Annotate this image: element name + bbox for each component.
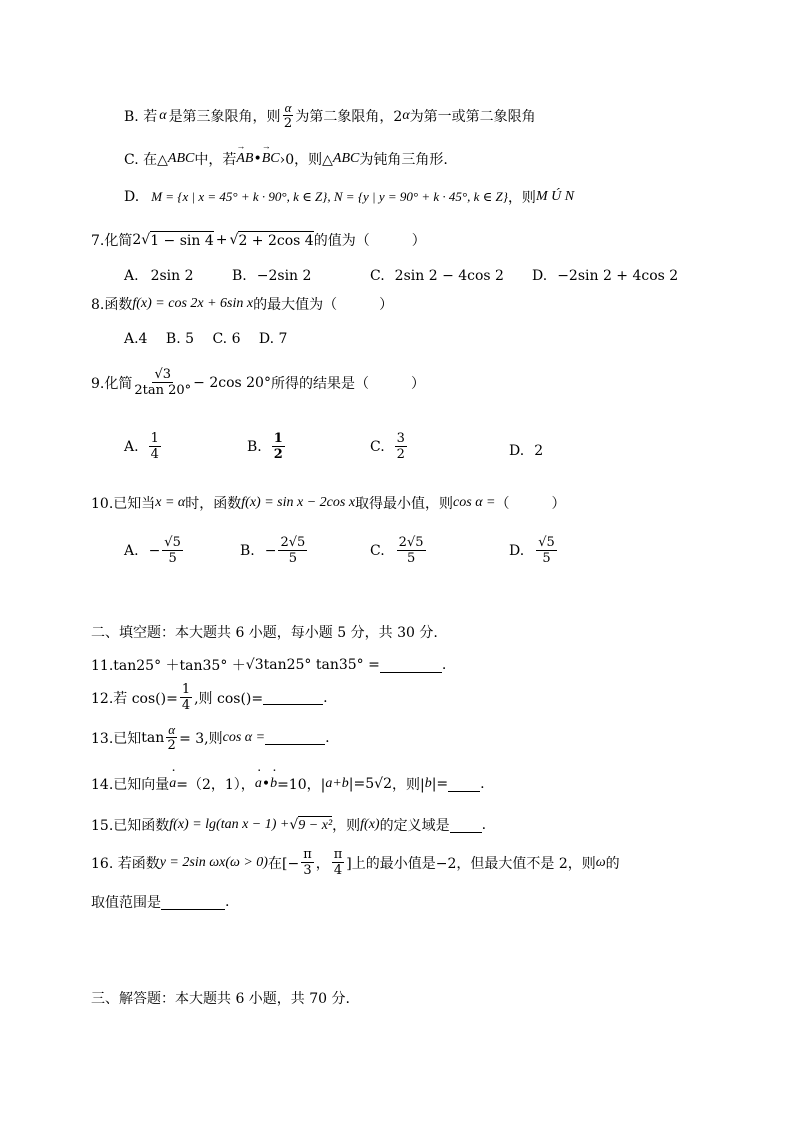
q12: 12.若 cos()= $\frac{1}{4}$ ,则 cos()= .	[91, 682, 328, 713]
q9-option-a: A. $\frac{1}{4}$	[124, 431, 159, 462]
q9-option-c: C. $\frac{3}{2}$	[370, 431, 405, 462]
sqrt-icon: √	[229, 232, 239, 248]
q10-option-c: C. $\frac{2√5}{5}$	[370, 535, 424, 566]
q6-option-d: D. M = {x | x = 45° + k · 90°, k ∈ Z}, N = {y | y = 90° + k · 45°, k ∈ Z} ，则 M Ú N	[124, 189, 575, 206]
q7-option-b: B. −2sin 2	[232, 268, 312, 284]
sqrt-icon: √	[289, 817, 299, 833]
q9-stem: 9.化简 $\frac{√3}{2\tan 20^\circ}$ − 2cos 20° 所得的结果是（ ）	[91, 367, 425, 398]
q9-option-b: B. $\frac{1}{2}$	[247, 431, 283, 462]
answer-blank[interactable]	[380, 658, 442, 673]
q16-line-1: 16. 若函数 y = 2sin ωx(ω > 0) 在[− $\frac{\pi}{3}$ ， $\frac{\pi}{4}$ ]上的最小值是−2，但最大值不是 2，则 ω 的	[91, 847, 620, 878]
vector-b: · b	[270, 776, 277, 792]
q7-option-a: A. 2sin 2	[124, 268, 194, 284]
q10-option-a: A. − $\frac{√5}{5}$	[124, 535, 181, 566]
q14: 14.已知向量 · a =（2，1）， · a • · b =10，| a+b |=5 √2 ，则| b |= .	[91, 774, 485, 794]
q9-fraction: $\frac{√3}{2\tan 20^\circ}$	[134, 367, 192, 398]
q7-option-d: D. −2sin 2 + 4cos 2	[532, 268, 679, 284]
vector-a: · a	[255, 776, 262, 792]
answer-blank[interactable]	[450, 818, 482, 833]
answer-blank[interactable]	[265, 730, 325, 745]
answer-blank[interactable]	[161, 895, 225, 910]
q7-option-c: C. 2sin 2 − 4cos 2	[370, 268, 504, 284]
alpha-over-2: $\frac{\alpha}{2}$	[283, 100, 293, 131]
section-3-heading: 三、解答题：本大题共 6 小题，共 70 分.	[91, 991, 350, 1007]
answer-blank[interactable]	[448, 777, 480, 792]
q7-stem: 7.化简 2 √ 1 − sin 4 + √ 2 + 2cos 4 的值为（ ）	[91, 232, 426, 249]
q16-line-2: 取值范围是 .	[91, 894, 230, 911]
q15: 15.已知函数 f(x) = lg(tan x − 1) + √ 9 − x² ，则 f(x) 的定义域是 .	[91, 817, 487, 834]
vector-bc: → BC	[262, 151, 280, 167]
section-2-heading: 二、填空题：本大题共 6 小题，每小题 5 分，共 30 分.	[91, 625, 438, 641]
vector-ab: → AB	[236, 151, 253, 167]
vector-a: · a	[169, 776, 176, 792]
q8-options: A.4 B. 5 C. 6 D. 7	[124, 331, 288, 347]
q9-option-d: D. 2	[509, 443, 544, 459]
sqrt-icon: √	[141, 232, 151, 248]
q10-stem: 10.已知当 x = α 时，函数 f(x) = sin x − 2cos x 取得最小值，则 cos α = （ ）	[91, 495, 566, 512]
q6-option-b: B. 若 α 是第三象限角，则 $\frac{\alpha}{2}$ 为第二象限角，2 α 为第一或第二象限角	[124, 100, 536, 131]
q10-option-b: B. − $\frac{2√5}{5}$	[240, 535, 306, 566]
q8-stem: 8.函数 f(x) = cos 2x + 6sin x 的最大值为（ ）	[91, 296, 394, 313]
q13: 13.已知 tan $\frac{\alpha}{2}$ = 3,则 cos α = .	[91, 722, 330, 753]
q11: 11.tan25° ＋tan35° ＋ √3 tan25° tan35° = .	[91, 657, 447, 674]
q6-option-c: C. 在△ ABC 中，若 → AB • → BC ›0，则△ ABC 为钝角三角形.	[124, 149, 448, 169]
q10-option-d: D. $\frac{√5}{5}$	[509, 535, 555, 566]
answer-blank[interactable]	[263, 690, 323, 705]
